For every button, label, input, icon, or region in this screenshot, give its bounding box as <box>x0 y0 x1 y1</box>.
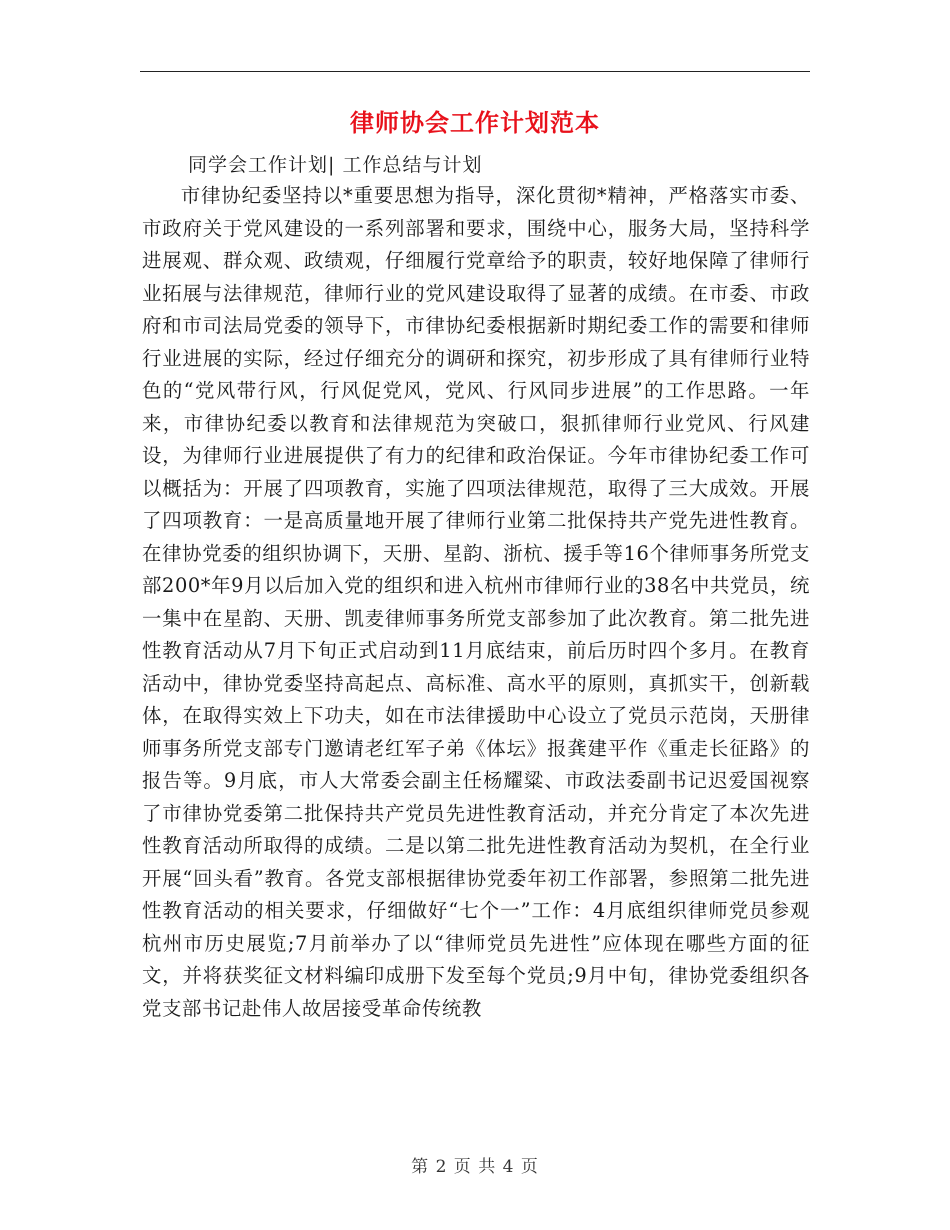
document-subtitle: 同学会工作计划| 工作总结与计划 <box>188 154 483 176</box>
document-title: 律师协会工作计划范本 <box>350 109 600 137</box>
page-number: 第 2 页 共 4 页 <box>411 1157 539 1177</box>
body-paragraph: 市律协纪委坚持以*重要思想为指导，深化贯彻*精神，严格落实市委、市政府关于党风建设的一系列部署和要求，围绕中心，服务大局，坚持科学进展观、群众观、政绩观，仔细履行党章给予的职责，较好地保障了律师行业拓展与法律规范，律师行业的党风建设取得了显著的成绩。在市委、市政府和市司法局党委的领导下，市律协纪委根据新时期纪委工作的需要和律师行业进展的实际，经过仔细充分的调研和探究，初步形成了具有律师行业特色的“党风带行风，行风促党风，党风、行风同步进展”的工作思路。一年来，市律协纪委以教育和法律规范为突破口，狠抓律师行业党风、行风建设，为律师行业进展提供了有力的纪律和政治保证。今年市律协纪委工作可以概括为：开展了四项教育，实施了四项法律规范，取得了三大成效。开展了四项教育：一是高质量地开展了律师行业第二批保持共产党先进性教育。在律协党委的组织协调下，天册、星韵、浙杭、援手等16个律师事务所党支部200*年9月以后加入党的组织和进入杭州市律师行业的38名中共党员，统一集中在星韵、天册、凯麦律师事务所党支部参加了此次教育。第二批先进性教育活动从7月下旬正式启动到11月底结束，前后历时四个多月。在教育活动中，律协党委坚持高起点、高标准、高水平的原则，真抓实干，创新载体，在取得实效上下功夫，如在市法律援助中心设立了党员示范岗，天册律师事务所党支部专门邀请老红军子弟《体坛》报龚建平作《重走长征路》的报告等。9月底，市人大常委会副主任杨耀粱、市政法委副书记迟爱国视察了市律协党委第二批保持共产党员先进性教育活动，并充分肯定了本次先进性教育活动所取得的成绩。二是以第二批先进性教育活动为契机，在全行业开展“回头看”教育。各党支部根据律协党委年初工作部署，参照第二批先进性教育活动的相关要求，仔细做好“七个一”工作：4月底组织律师党员参观杭州市历史展览;7月前举办了以“律师党员先进性”应体现在哪些方面的征文，并将获奖征文材料编印成册下发至每个党员;9月中旬，律协党委组织各党支部书记赴伟人故居接受革命传统教 <box>142 184 810 1020</box>
header-rule <box>140 71 810 72</box>
